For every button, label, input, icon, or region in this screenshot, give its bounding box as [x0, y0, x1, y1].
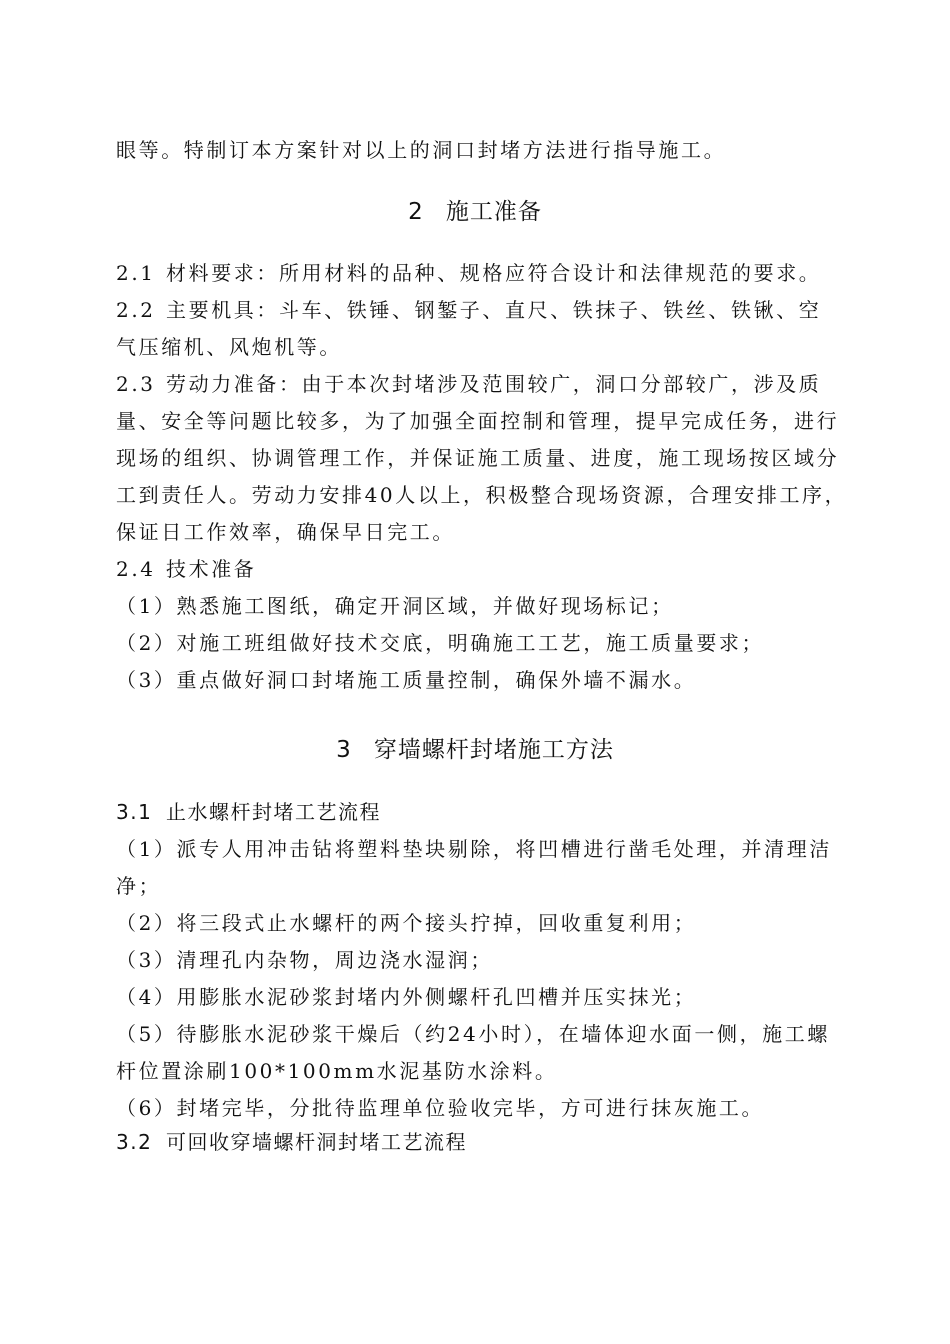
item-number: 2.1 [116, 261, 156, 285]
process-step-line: （5）待膨胀水泥砂浆干燥后（约24小时），在墙体迎水面一侧，施工螺 [116, 1022, 830, 1046]
process-step-line: （6）封堵完毕，分批待监理单位验收完毕，方可进行抹灰施工。 [116, 1096, 765, 1120]
item-2-3 [116, 369, 836, 399]
item-number: 2.4 [116, 557, 156, 581]
section-3-heading [0, 733, 950, 767]
tech-step-2: （2）对施工班组做好技术交底，明确施工工艺，施工质量要求； [116, 631, 765, 655]
process-step-line: 杆位置涂刷100*100mm水泥基防水涂料。 [116, 1059, 558, 1083]
item-2-3-continued: 保证日工作效率，确保早日完工。 [116, 520, 455, 544]
item-text: 劳动力准备：由于本次封堵涉及范围较广，洞口分部较广，涉及质 [166, 372, 822, 396]
item-2-3-continued: 工到责任人。劳动力安排40人以上，积极整合现场资源，合理安排工序， [116, 483, 848, 507]
section-3-number: 3 [336, 737, 352, 763]
process-step-line: 净； [116, 874, 162, 898]
item-number: 2.2 [116, 298, 156, 322]
subsection-title: 止水螺杆封堵工艺流程 [166, 800, 381, 824]
process-step-line: （3）清理孔内杂物，周边浇水湿润； [116, 948, 493, 972]
item-number: 2.3 [116, 372, 156, 396]
subsection-3-1-heading [116, 797, 836, 827]
item-2-1 [116, 258, 836, 288]
subsection-3-2-heading [116, 1127, 836, 1157]
section-2-heading [0, 195, 950, 229]
item-2-2-continued: 气压缩机、风炮机等。 [116, 335, 342, 359]
item-2-4 [116, 554, 836, 584]
item-2-3-continued: 量、安全等问题比较多，为了加强全面控制和管理，提早完成任务，进行 [116, 409, 840, 433]
item-text: 技术准备 [166, 557, 257, 581]
subsection-number: 3.2 [116, 1130, 153, 1154]
tech-step-3: （3）重点做好洞口封堵施工质量控制，确保外墙不漏水。 [116, 668, 697, 692]
item-2-3-continued: 现场的组织、协调管理工作，并保证施工质量、进度，施工现场按区域分 [116, 446, 840, 470]
tech-step-1: （1）熟悉施工图纸，确定开洞区域，并做好现场标记； [116, 594, 674, 618]
section-2-number: 2 [408, 199, 424, 225]
process-step-line: （2）将三段式止水螺杆的两个接头拧掉，回收重复利用； [116, 911, 697, 935]
intro-paragraph-line: 眼等。特制订本方案针对以上的洞口封堵方法进行指导施工。 [116, 138, 727, 162]
section-2-title: 施工准备 [445, 199, 542, 225]
process-step-line: （4）用膨胀水泥砂浆封堵内外侧螺杆孔凹槽并压实抹光； [116, 985, 697, 1009]
process-step-line: （1）派专人用冲击钻将塑料垫块剔除，将凹槽进行凿毛处理，并清理洁 [116, 837, 832, 861]
section-3-title: 穿墙螺杆封堵施工方法 [373, 737, 614, 763]
item-text: 材料要求：所用材料的品种、规格应符合设计和法律规范的要求。 [166, 261, 822, 285]
subsection-title: 可回收穿墙螺杆洞封堵工艺流程 [166, 1130, 467, 1154]
item-2-2 [116, 295, 836, 325]
subsection-number: 3.1 [116, 800, 153, 824]
item-text: 主要机具：斗车、铁锤、钢錾子、直尺、铁抹子、铁丝、铁锹、空 [166, 298, 822, 322]
